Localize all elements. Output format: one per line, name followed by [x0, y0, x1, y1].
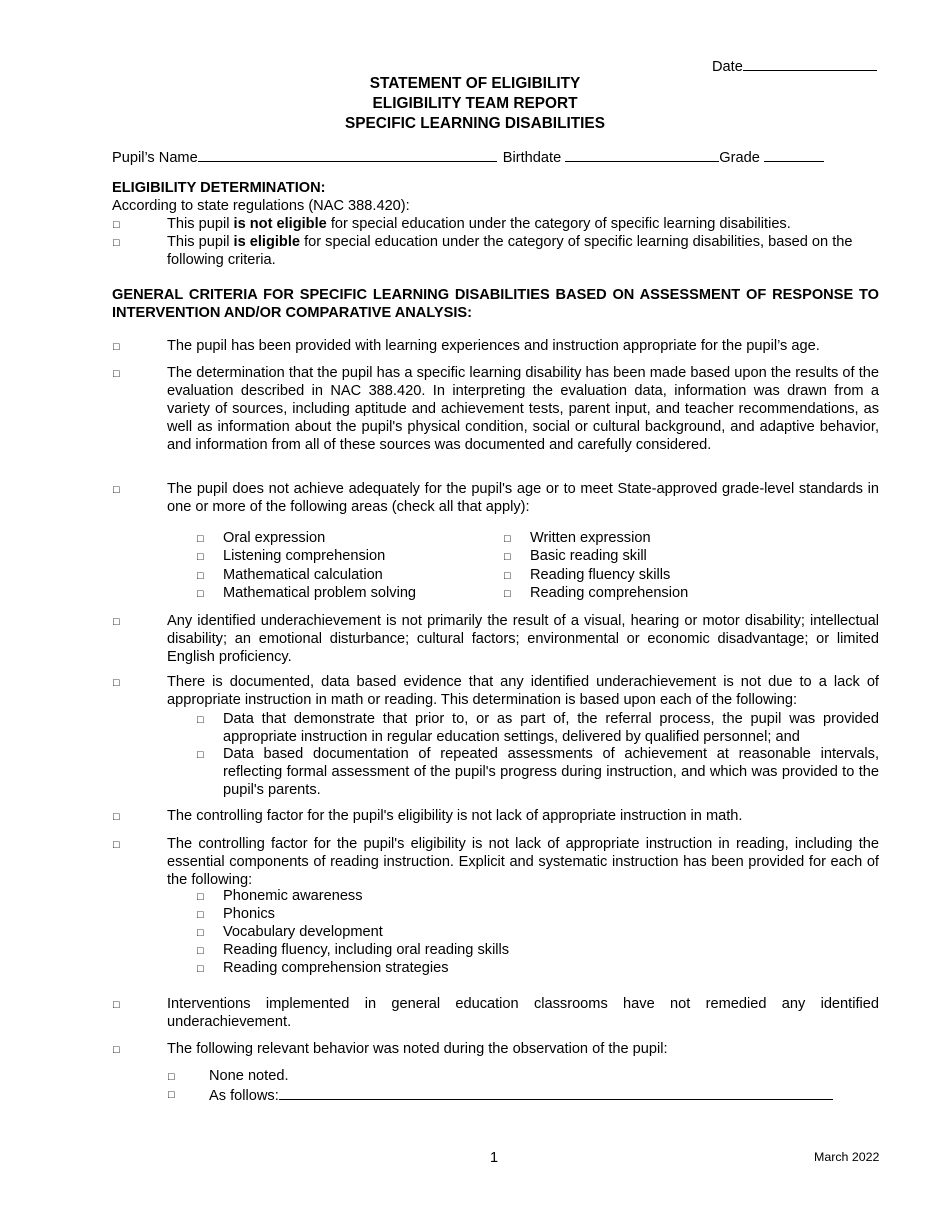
determination-intro: According to state regulations (NAC 388.420): [112, 198, 410, 214]
revision-date: March 2022 [814, 1150, 880, 1164]
area-checkbox[interactable]: □ [504, 588, 511, 600]
reading-component-phonemic-awareness: Phonemic awareness [223, 888, 363, 904]
area-checkbox[interactable]: □ [504, 533, 511, 545]
birthdate-label: Birthdate [502, 150, 562, 166]
reading-component-checkbox[interactable]: □ [197, 945, 204, 957]
pupil-info-row [112, 147, 824, 167]
none-noted-label: None noted. [209, 1068, 289, 1084]
area-mathematical-calculation: Mathematical calculation [223, 567, 383, 583]
reading-component-vocabulary: Vocabulary development [223, 924, 383, 940]
criterion-9-text: The following relevant behavior was noted during the observation of the pupil: [167, 1041, 668, 1057]
title-line-1: STATEMENT OF ELIGIBILITY [369, 75, 581, 92]
pupil-name-label: Pupil’s Name [112, 150, 198, 166]
criteria-heading: GENERAL CRITERIA FOR SPECIFIC LEARNING DISABILITIES BASED ON ASSESSMENT OF RESPONSE TO INTERVENTION AND/OR COMPARATIVE ANALYSIS: [112, 287, 879, 321]
criterion-6-checkbox[interactable]: □ [113, 811, 120, 823]
not-eligible-text [167, 215, 879, 233]
criterion-5-text: There is documented, data based evidence that any identified underachievement is not due to a lack of appropriate instruction in math or reading. This determination is based upon each of the following: [167, 674, 879, 708]
criterion-2-text: The determination that the pupil has a specific learning disability has been made based upon the results of the evaluation described in NAC 388.420. In interpreting the evaluation data, information was drawn from a variety of sources, including aptitude and achievement tests, parent input, and teacher recommendations, as well as information about the pupil's physical condition, social or cultural background, and adaptive behavior, and information from all of these sources was documented and carefully considered. [167, 365, 879, 453]
eligible-text [167, 233, 879, 269]
area-checkbox[interactable]: □ [504, 551, 511, 563]
criterion-6-text: The controlling factor for the pupil's eligibility is not lack of appropriate instruction in math. [167, 808, 743, 824]
area-checkbox[interactable]: □ [197, 588, 204, 600]
opt1-pre: This pupil [167, 216, 234, 232]
reading-component-comprehension: Reading comprehension strategies [223, 960, 449, 976]
none-noted-checkbox[interactable]: □ [168, 1071, 175, 1083]
opt2-post: for special education under the category of specific learning disabilities, based on the following criteria. [167, 234, 853, 268]
reading-component-checkbox[interactable]: □ [197, 963, 204, 975]
area-checkbox[interactable]: □ [197, 533, 204, 545]
as-follows-label: As follows: [209, 1088, 279, 1104]
criterion-5-sub-2-text: Data based documentation of repeated assessments of achievement at reasonable intervals, reflecting formal assessment of the pupil's progress during instruction, and which was provided to the pupil's parents. [223, 746, 879, 798]
area-basic-reading-skill: Basic reading skill [530, 548, 647, 564]
pupil-name-input-line[interactable] [198, 147, 497, 162]
as-follows-checkbox[interactable]: □ [168, 1089, 175, 1101]
determination-heading: ELIGIBILITY DETERMINATION: [112, 180, 326, 196]
grade-label: Grade [719, 150, 760, 166]
birthdate-input-line[interactable] [565, 147, 719, 162]
date-label: Date [712, 59, 743, 75]
criterion-4-text: Any identified underachievement is not primarily the result of a visual, hearing or motor disability; intellectual disability; an emotional disturbance; cultural factors; environmental or economic disadvantage; or limited English proficiency. [167, 613, 879, 665]
page-number: 1 [490, 1150, 499, 1166]
area-checkbox[interactable]: □ [197, 551, 204, 563]
area-written-expression: Written expression [530, 530, 651, 546]
form-title [0, 74, 950, 134]
criterion-5-sub-2-checkbox[interactable]: □ [197, 749, 204, 761]
area-listening-comprehension: Listening comprehension [223, 548, 386, 564]
reading-component-fluency: Reading fluency, including oral reading skills [223, 942, 510, 958]
opt1-bold: is not eligible [233, 216, 327, 232]
date-input-line[interactable] [743, 56, 877, 71]
criterion-7-text: The controlling factor for the pupil's eligibility is not lack of appropriate instruction in reading, including the essential components of reading instruction. Explicit and systematic instruction has been provided for each of the following: [167, 836, 879, 888]
as-follows-row [209, 1085, 833, 1105]
criterion-8-checkbox[interactable]: □ [113, 999, 120, 1011]
criterion-8-text: Interventions implemented in general education classrooms have not remedied any identified underachievement. [167, 996, 879, 1030]
reading-component-phonics: Phonics [223, 906, 275, 922]
criterion-1-checkbox[interactable]: □ [113, 341, 120, 353]
opt1-post: for special education under the category of specific learning disabilities. [326, 216, 791, 232]
reading-component-checkbox[interactable]: □ [197, 927, 204, 939]
reading-component-checkbox[interactable]: □ [197, 891, 204, 903]
eligible-checkbox[interactable]: □ [113, 237, 120, 249]
criterion-5-sub-1-text: Data that demonstrate that prior to, or as part of, the referral process, the pupil was provided appropriate instruction in regular education settings, delivered by qualified personnel; and [223, 711, 879, 745]
title-line-2: ELIGIBILITY TEAM REPORT [372, 95, 578, 112]
not-eligible-checkbox[interactable]: □ [113, 219, 120, 231]
title-line-3: SPECIFIC LEARNING DISABILITIES [345, 115, 605, 132]
area-mathematical-problem-solving: Mathematical problem solving [223, 585, 417, 601]
area-oral-expression: Oral expression [223, 530, 326, 546]
area-checkbox[interactable]: □ [197, 570, 204, 582]
date-field [712, 56, 877, 76]
criterion-3-text: The pupil does not achieve adequately for the pupil's age or to meet State-approved grade-level standards in one or more of the following areas (check all that apply): [167, 481, 879, 515]
criterion-7-checkbox[interactable]: □ [113, 839, 120, 851]
criterion-5-checkbox[interactable]: □ [113, 677, 120, 689]
criterion-3-checkbox[interactable]: □ [113, 484, 120, 496]
criterion-4-checkbox[interactable]: □ [113, 616, 120, 628]
area-checkbox[interactable]: □ [504, 570, 511, 582]
opt2-pre: This pupil [167, 234, 234, 250]
grade-input-line[interactable] [764, 147, 824, 162]
opt2-bold: is eligible [233, 234, 301, 250]
area-reading-fluency-skills: Reading fluency skills [530, 567, 671, 583]
criterion-9-checkbox[interactable]: □ [113, 1044, 120, 1056]
criterion-5-sub-1-checkbox[interactable]: □ [197, 714, 204, 726]
as-follows-input-line[interactable] [279, 1085, 833, 1100]
criterion-2-checkbox[interactable]: □ [113, 368, 120, 380]
reading-component-checkbox[interactable]: □ [197, 909, 204, 921]
criterion-1-text: The pupil has been provided with learning experiences and instruction appropriate for the pupil’s age. [167, 338, 820, 354]
area-reading-comprehension: Reading comprehension [530, 585, 689, 601]
